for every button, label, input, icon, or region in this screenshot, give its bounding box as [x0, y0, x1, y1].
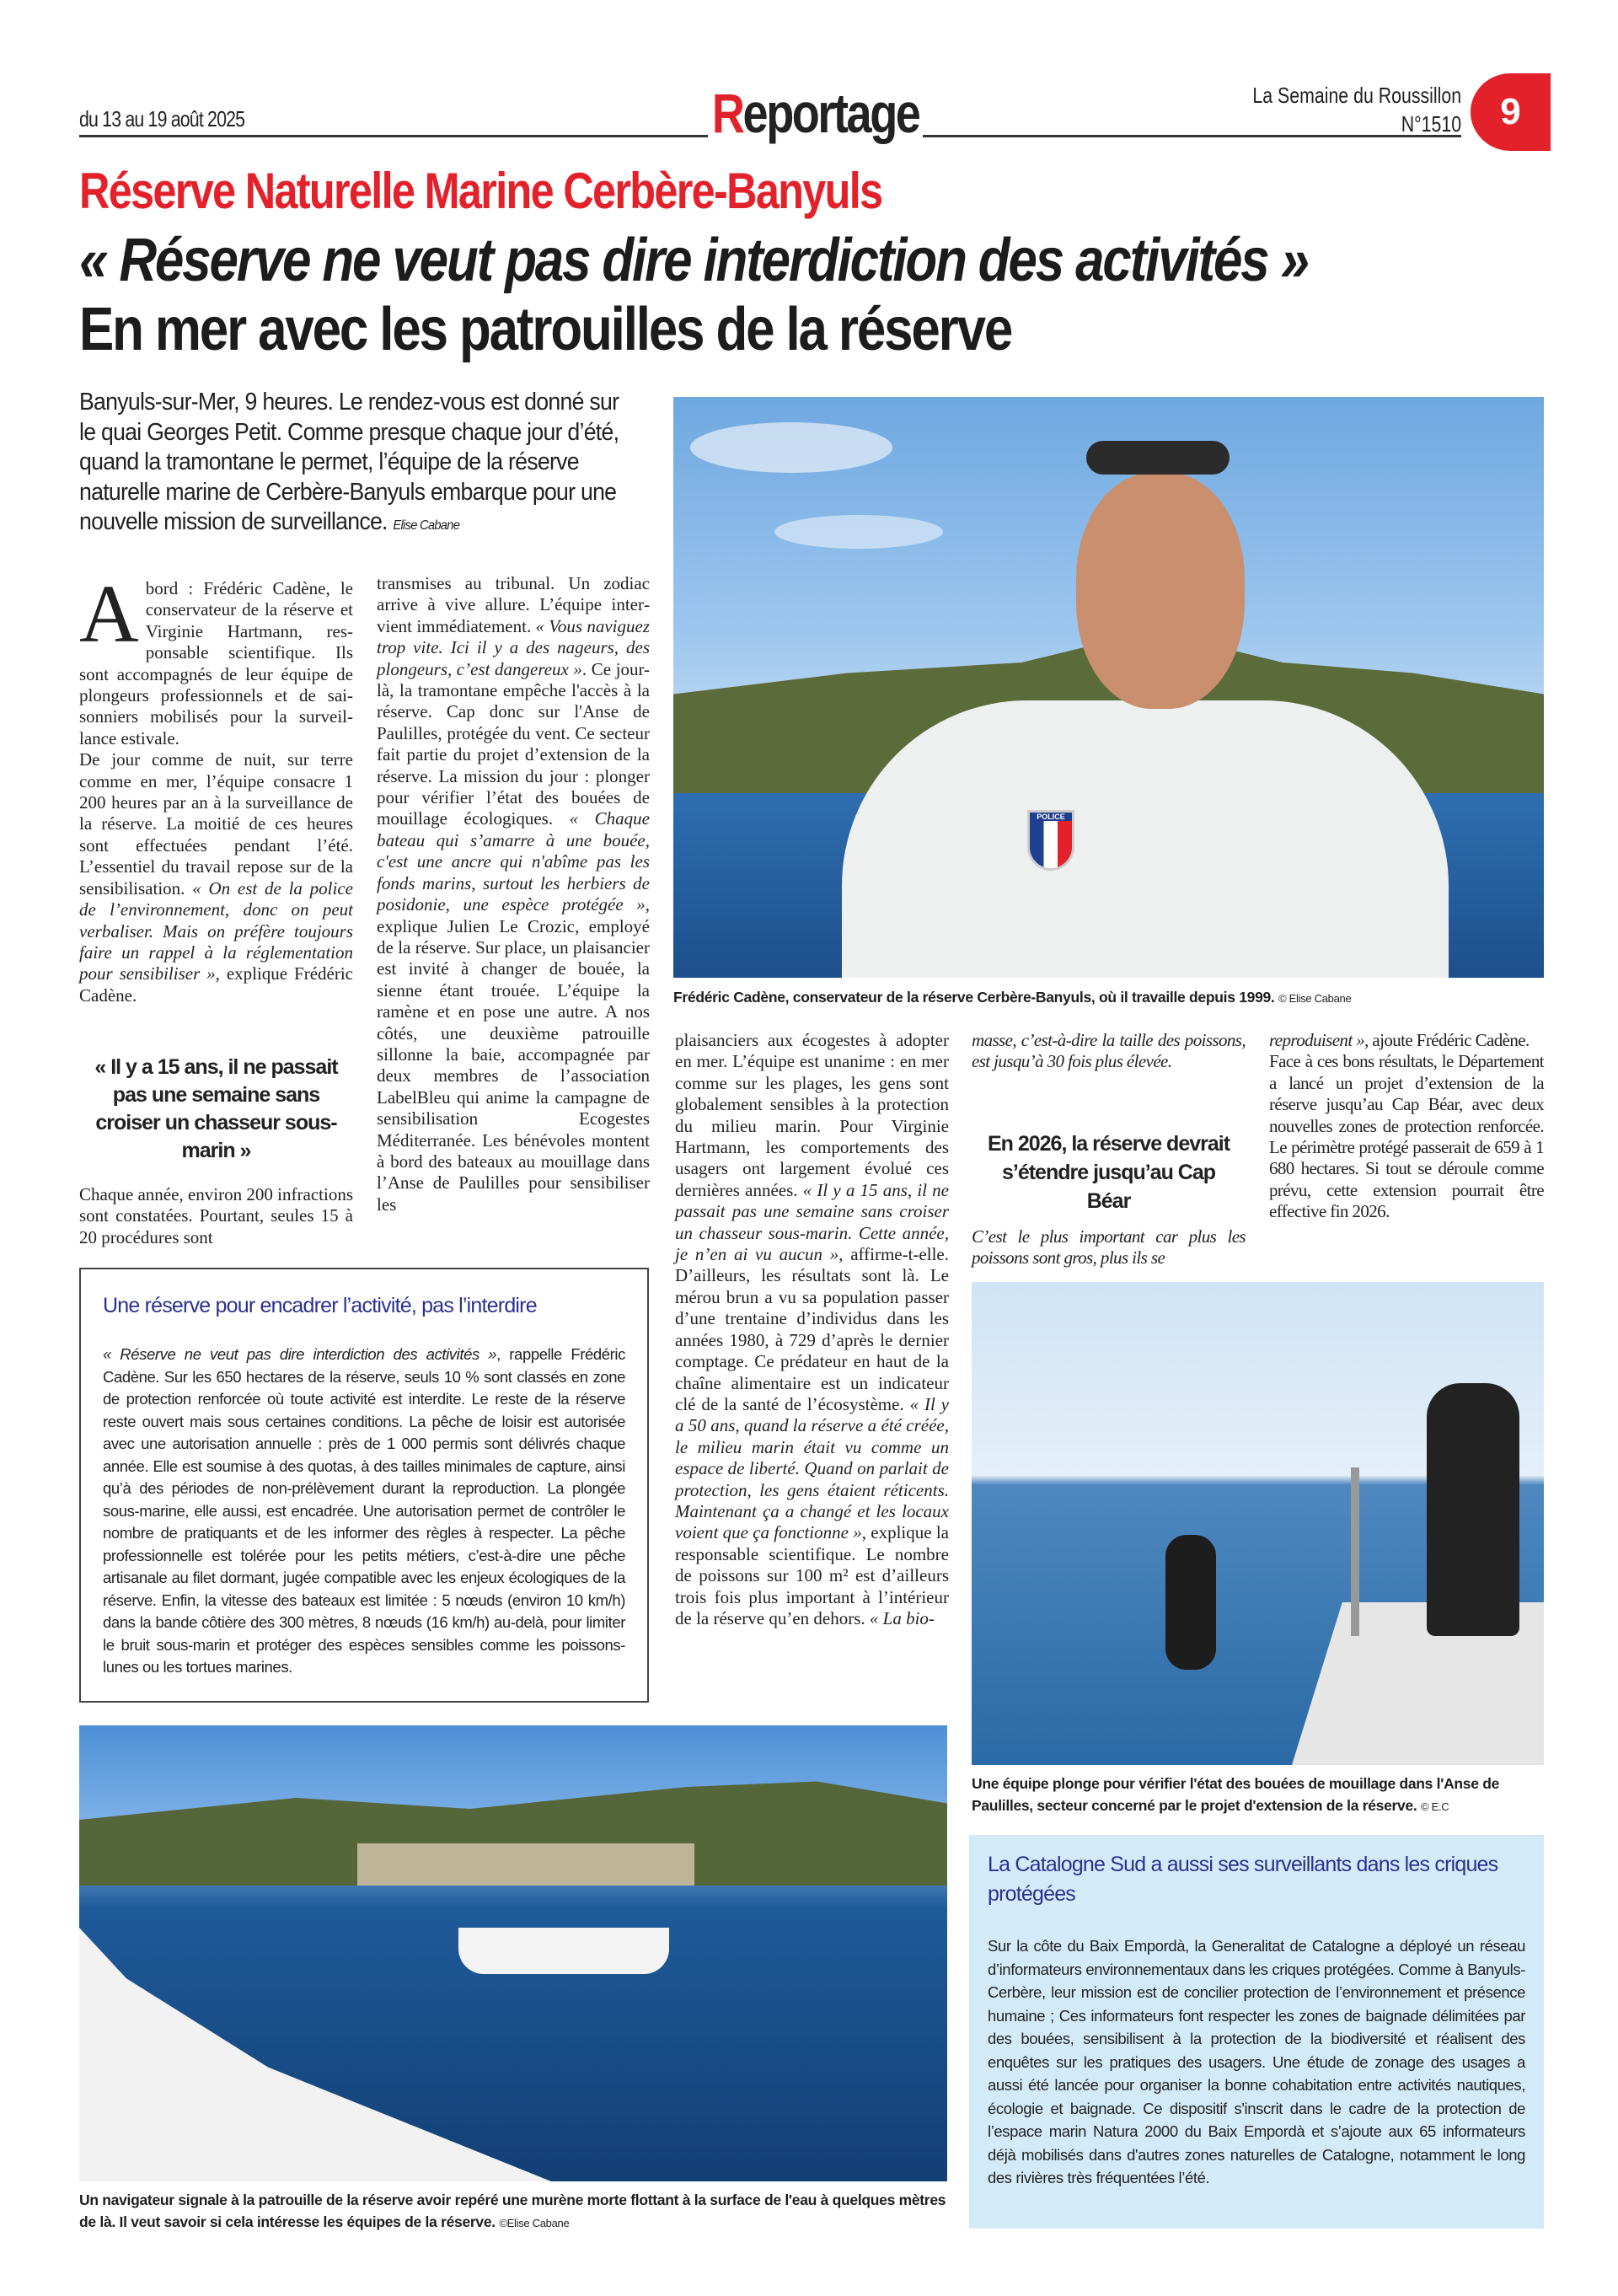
police-badge-icon: [1027, 810, 1074, 871]
quote-run: « La bio-: [869, 1607, 935, 1628]
quote-run: « Il y a 15 ans, il ne passait pas une semaine sans croiser un chasseur sous-marin. Cette année, je n’en ai vu aucun »: [675, 1179, 950, 1265]
column-text: [377, 573, 650, 1215]
face: [1076, 473, 1245, 709]
sidebar-box-catalogne: [969, 1835, 1544, 2229]
quote-run: « Chaque bateau qui s’amarre à une bouée, c'est une ancre qui n'abîme pas les fonds marins, surtout les herbiers de posidonie, une espèce protégée »: [377, 808, 650, 915]
divers-caption: [972, 1773, 1549, 1818]
portrait-caption: [673, 986, 1550, 1010]
quote-run: reproduisent »: [1269, 1030, 1365, 1050]
column-text: [972, 1030, 1246, 1073]
quote-run: masse, c’est-à-dire la taille des poissons, est jusqu’à 30 fois plus élevée.: [972, 1030, 1246, 1072]
byline: Elise Cabane: [393, 518, 460, 533]
cloud: [690, 422, 892, 473]
paragraph: [1269, 1030, 1544, 1051]
section-rubric: [708, 81, 923, 145]
text-run: transmises au tribunal. Un zodiac arrive à vive allure. L’équipe intervient immédiatement.: [377, 573, 650, 636]
article-column-2: [377, 573, 650, 1215]
box-text: [103, 1344, 625, 1679]
text-run: , rappelle Frédéric Cadène. Sur les 650 hectares de la réserve, seuls 10 % sont classés en zone de protection renforcée où toute activité est interdite. Le reste de la réserve reste ouvert mais sous certaines conditions. La pêche de loisir est autorisée avec une autorisation annuelle : près de 1 000 permis sont délivrés chaque année. Elle est soumise à des quotas, à des tailles minimales de capture, ainsi qu’à des périodes de non-prélèvement durant la reproduction. La plongée sous-marine, elle aussi, est encadrée. Une autorisation permet de contrôler le nombre de pratiquants et de les informer des règles à respecter. La pêche professionnelle est tolérée pour les petits métiers, c’est-à-dire une pêche artisanale au filet dormant, jugée compatible avec les enjeux écologiques de la réserve. Enfin, la vitesse des bateaux est limitée : 5 nœuds (environ 10 km/h) dans la bande côtière des 300 mètres, 8 nœuds (16 km/h) au-delà, pour limiter le bruit sous-marin et protéger des espèces sensibles comme les poissons-lunes ou les tortues marines.: [103, 1345, 625, 1676]
drop-cap: A: [79, 569, 139, 660]
ladder: [1351, 1467, 1359, 1636]
paragraph: [79, 1184, 353, 1248]
diver-on-deck: [1427, 1383, 1519, 1636]
text-run: , affirme-t-elle. D’ailleurs, les résultats sont là. Le mérou brun a vu sa population passer d’une trentaine d’individus dans les années 1980, à 729 d’après le dernier comptage. Ce prédateur en haut de la chaîne alimentaire est un indicateur clé de la santé de l’écosystème.: [675, 1244, 949, 1414]
box-title: La Catalogne Sud a aussi ses surveillants dans les criques protégées: [988, 1853, 1498, 1906]
article-column-3: [675, 1030, 949, 1629]
paragraph: [675, 1030, 949, 1629]
boat-photo: [79, 1725, 947, 2181]
rubric-initial: R: [711, 82, 743, 144]
fishing-boat: [458, 1928, 669, 1974]
text-run: , explique Julien Le Crozic, employé de la réserve. Sur place, un plaisancier est invité à changer de bouée, la sienne étant trouée. L’équipe la ramène et en pose une autre. A nos côtés, une deuxième patrouille sillonne la baie, accompagnée par deux membres de l’association LabelBleu qui anime la campagne de sensibilisation Ecogestes Méditerranée. Les bénévoles montent à bord des bateaux au mouillage dans l’Anse de Paulilles pour sensibiliser les: [377, 894, 650, 1215]
section-subhead: En 2026, la réserve devrait s’étendre jusqu’au Cap Béar: [987, 1132, 1230, 1213]
column-text: [972, 1226, 1246, 1269]
quote-run: C’est le plus important car plus les poissons sont gros, plus ils se: [972, 1226, 1246, 1269]
column-text: [1269, 1030, 1544, 1223]
quote-run: « Il y a 50 ans, quand la réserve a été créée, le milieu marin était vu comme un espace de liberté. Quand on parlait de protection, les gens étaient réticents. Maintenant ça a changé et les locaux voient que ça fonctionne »: [675, 1393, 950, 1543]
article-column-1: [79, 569, 353, 1006]
text-run: Face à ces bons résultats, le Département a lancé un projet d’extension de la réserve jusqu’au Cap Béar, avec deux nouvelles zones de protection renforcée. Le périmètre protégé passerait de 659 à 1 680 hectares. Si tout se déroule comme prévu, cette extension pourrait être effective fin 2026.: [1269, 1051, 1544, 1222]
box-title: Une réserve pour encadrer l’activité, pas l’interdire: [103, 1294, 537, 1317]
paper-name: La Semaine du Roussillon: [1252, 83, 1461, 108]
caption-text: Un navigateur signale à la patrouille de la réserve avoir repéré une murène morte flottant à la surface de l'eau à quelques mètres de là. Il veut savoir si cela intéresse les équipes de la réserve.: [79, 2191, 946, 2230]
caption-text: Une équipe plonge pour vérifier l'état des bouées de mouillage dans l'Anse de Paulilles, secteur concerné par le projet d'extension de la réserve.: [972, 1775, 1500, 1814]
quote-run: « Vous naviguez trop vite. Ici il y a des nageurs, des plongeurs, c’est dangereux »: [377, 615, 650, 679]
text-run: , explique la responsable scientifique. Le nombre de poissons sur 100 m² est d’ailleurs trois fois plus important à l’intérieur de la réserve qu’en dehors.: [675, 1522, 949, 1628]
sunglasses: [1086, 441, 1230, 475]
rubric-rest: eportage: [742, 82, 919, 144]
issue-number: N°1510: [1401, 111, 1461, 137]
photo-credit: ©Elise Cabane: [499, 2217, 570, 2229]
photo-credit: © Elise Cabane: [1278, 992, 1352, 1005]
article-lead: [79, 388, 637, 541]
badge-text: POLICE: [1030, 813, 1072, 821]
box-text: Sur la côte du Baix Empordà, la Generalitat de Catalogne a déployé un réseau d’informateurs environnementaux dans les criques protégées. Comme à Banyuls-Cerbère, leur mission est de concilier protection de l’environnement et présence humaine ; Ces informateurs font respecter les zones de baignade délimitées par des bouées, sensibilisent à la protection de la biodiversité et réalisent des enquêtes sur les pratiques des usagers. Une étude de zonage des usages a aussi été lancée pour organiser la bonne cohabitation entre activités nautiques, écologie et baignade. Ce dispositif s'inscrit dans le cadre de la protection de l’espace marin Natura 2000 du Baix Empordà et s’ajoute aux 65 informateurs déjà mobilisés dans d'autres zones naturelles de Catalogne, notamment le long des rivières très fréquentées l’été.: [988, 1937, 1525, 2186]
pull-quote: « Il y a 15 ans, il ne passait pas une semaine sans croiser un chasseur sous-marin »: [94, 1055, 338, 1162]
paragraph: [972, 1030, 1246, 1073]
column-text: [79, 1184, 353, 1248]
quote-run: « Réserve ne veut pas dire interdiction des activités »: [103, 1345, 497, 1363]
text-run: , ajoute Frédéric Cadène.: [1364, 1030, 1530, 1050]
quote-run: « On est de la police de l’environnement, donc on peut verbaliser. Mais on préfère toujours faire un rappel à la réglementation pour sensibiliser »: [79, 877, 353, 984]
article-column-5: [1269, 1030, 1544, 1223]
divers-photo: [972, 1282, 1544, 1765]
paragraph: [79, 749, 353, 1006]
paragraph: [377, 573, 650, 1215]
cloud: [774, 515, 943, 549]
paragraph: [972, 1226, 1246, 1269]
diver: [1165, 1535, 1216, 1670]
article-column-4: [972, 1030, 1246, 1073]
photo-credit: © E.C: [1421, 1800, 1449, 1813]
paragraph: [1269, 1051, 1544, 1222]
lead-text: Banyuls-sur-Mer, 9 heures. Le rendez-vous est donné sur le quai Georges Petit. Comme presque chaque jour d’été, quand la tramontane le permet, l’équipe de la réserve naturelle marine de Cerbère-Banyuls embarque pour une nouvelle mission de surveillance.: [79, 389, 619, 535]
text-run: plaisanciers aux écogestes à adopter en mer. L’équipe est unanime : en mer comme sur les plages, les gens sont globalement sensibles à la protection du milieu marin. Pour Virginie Hartmann, les comportements des usagers ont largement évolué ces dernières années.: [675, 1030, 949, 1200]
issue-date: du 13 au 19 août 2025: [79, 106, 245, 131]
boat-caption: [79, 2189, 951, 2234]
article-column-1-end: [79, 1184, 353, 1248]
article-kicker: Réserve Naturelle Marine Cerbère-Banyuls: [79, 163, 882, 219]
article-subheadline: En mer avec les patrouilles de la réserve: [79, 296, 1012, 363]
article-headline: « Réserve ne veut pas dire interdiction des activités »: [79, 227, 1308, 294]
sidebar-box-regulation: [79, 1268, 649, 1703]
text-run: De jour comme de nuit, sur terre comme en mer, l’équipe consacre 1 200 heures par an à la surveillance de la réserve. La moitié de ces heures sont effectuées pendant l’été. L’essentiel du travail repose sur de la sensibilisation.: [79, 749, 353, 899]
caption-text: Frédéric Cadène, conservateur de la réserve Cerbère-Banyuls, où il travaille depuis 1999.: [673, 989, 1275, 1006]
column-text: [675, 1030, 949, 1629]
paper-masthead: [1252, 81, 1461, 138]
town: [357, 1843, 694, 1886]
portrait-photo: [673, 397, 1544, 978]
paragraph: [103, 1344, 625, 1679]
text-run: Chaque année, environ 200 infractions sont constatées. Pourtant, seules 15 à 20 procédures sont: [79, 1184, 353, 1247]
text-run: bord : Frédéric Cadène, le conservateur de la réserve et Virginie Hartmann, responsable scientifique. Ils sont accompagnés de leur équipe de plongeurs professionnels et de saisonniers mobilisés pour la surveillance estivale.: [79, 578, 353, 748]
article-column-4-end: [972, 1226, 1246, 1269]
shirt: [842, 700, 1449, 978]
text-run: . Ce jour-là, la tramontane empêche l'accès à la réserve. Cap donc sur l'Anse de Paulilles, protégée du vent. Ce secteur fait partie du projet d’extension de la réserve. La mission du jour : plonger pour vérifier l’état des bouées de mouillage écologiques.: [377, 658, 651, 829]
page-number: 9: [1471, 73, 1551, 151]
text-run: , explique Frédéric Cadène.: [79, 963, 353, 1006]
